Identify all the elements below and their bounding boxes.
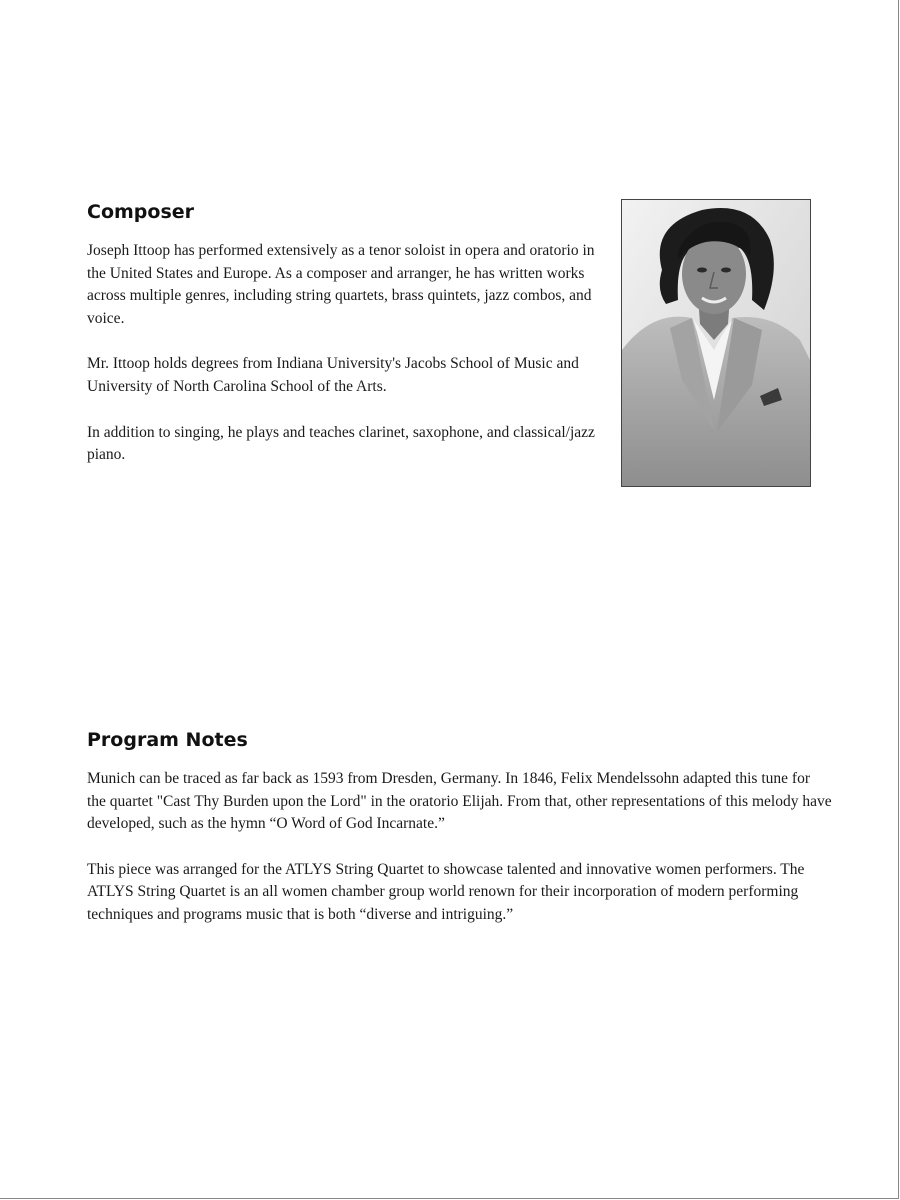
composer-heading: Composer [87,201,195,223]
composer-paragraph-2: Mr. Ittoop holds degrees from Indiana University's Jacobs School of Music and University of North Carolina School of the Arts. [87,355,579,395]
program-notes-text [87,768,832,950]
composer-bio [87,240,607,490]
composer-portrait-photo [621,199,811,487]
program-notes-heading: Program Notes [87,729,248,751]
composer-paragraph-3: In addition to singing, he plays and teaches clarinet, saxophone, and classical/jazz piano. [87,423,595,464]
program-notes-paragraph-2: This piece was arranged for the ATLYS String Quartet to showcase talented and innovative women performers. The ATLYS String Quartet is an all women chamber group world renown for their incorporation of modern performing techniques and programs music that is both “diverse and intriguing.” [87,860,805,923]
program-notes-paragraph-1: Munich can be traced as far back as 1593 from Dresden, Germany. In 1846, Felix Mendelssohn adapted this tune for the quartet "Cast Thy Burden upon the Lord" in the oratorio Elijah. From that, other representations of this melody have developed, such as the hymn “O Word of God Incarnate.” [87,770,832,833]
composer-paragraph-1: Joseph Ittoop has performed extensively as a tenor soloist in opera and oratorio in the United States and Europe. As a composer and arranger, he has written works across multiple genres, including string quartets, brass quintets, jazz combos, and voice. [87,242,595,327]
portrait-illustration [622,200,810,486]
